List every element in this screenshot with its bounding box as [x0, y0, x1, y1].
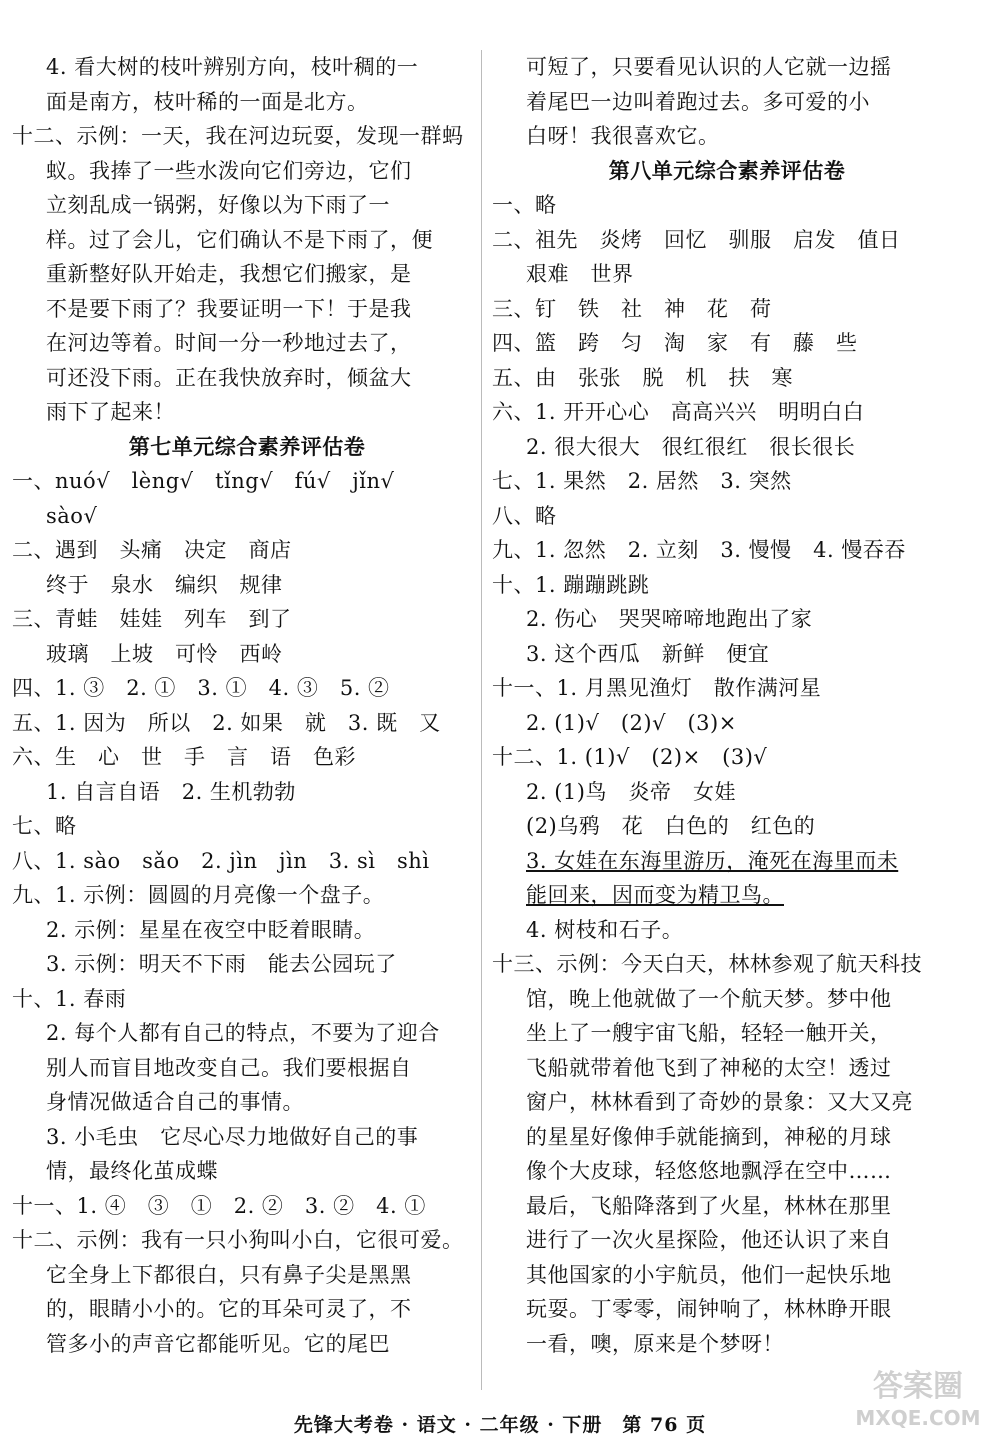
answer-line [492, 361, 962, 396]
answer-text: 四、1. ③ 2. ① 3. ① 4. ③ 5. ② [12, 676, 390, 700]
answer-text: 十二、1. (1)√ (2)× (3)√ [492, 745, 768, 769]
answer-line [12, 913, 482, 948]
answer-text: 其他国家的小宇航员，他们一起快乐地 [526, 1262, 892, 1287]
answer-line [492, 982, 962, 1017]
answer-line [492, 188, 962, 223]
answer-line [492, 740, 962, 775]
answer-text: 能回来，因而变为精卫鸟。 [526, 883, 784, 907]
answer-line [492, 257, 962, 292]
answer-line [12, 464, 482, 499]
answer-line [12, 1258, 482, 1293]
answer-line [12, 1016, 482, 1051]
answer-line [12, 533, 482, 568]
answer-line [492, 844, 962, 879]
answer-text: 管多小的声音它都能听见。它的尾巴 [46, 1331, 390, 1356]
answer-line [12, 1189, 482, 1224]
answer-text: 第七单元综合素养评估卷 [128, 434, 366, 459]
answer-line [12, 809, 482, 844]
answer-text: 十一、1. ④ ③ ① 2. ② 3. ② 4. ① [12, 1193, 426, 1218]
answer-line [12, 775, 482, 810]
answer-line [492, 1258, 962, 1293]
answer-text: 面是南方，枝叶稀的一面是北方。 [46, 89, 369, 114]
answer-text: 一、略 [492, 193, 557, 217]
answer-line [492, 878, 962, 913]
answer-text: 五、1. 因为 所以 2. 如果 就 3. 既 又 [12, 710, 441, 735]
answer-text: 1. 自言自语 2. 生机勃勃 [46, 779, 296, 804]
section-heading [492, 154, 962, 189]
answer-line [492, 464, 962, 499]
answer-text: 情，最终化茧成蝶 [46, 1159, 218, 1183]
page-footer: 先锋大考卷 · 语文 · 二年级 · 下册 第 76 页 [293, 1414, 707, 1436]
answer-text: 别人而盲目地改变自己。我们要根据自 [46, 1055, 412, 1080]
answer-line [12, 50, 482, 85]
answer-text: 2. (1)鸟 炎帝 女娃 [526, 779, 736, 804]
answer-line [492, 223, 962, 258]
answer-line [492, 1016, 962, 1051]
answer-line [12, 188, 482, 223]
answer-text: 2. 伤心 哭哭啼啼地跑出了家 [526, 607, 813, 631]
answer-text: 八、略 [492, 503, 557, 528]
answer-text: 二、遇到 头痛 决定 商店 [12, 538, 292, 562]
answer-text: 蚁。我捧了一些水泼向它们旁边，它们 [46, 158, 412, 183]
answer-line [492, 913, 962, 948]
answer-text: 七、1. 果然 2. 居然 3. 突然 [492, 469, 792, 493]
answer-text: 可还没下雨。正在我快放弃时，倾盆大 [46, 365, 412, 390]
answer-text: 一看，噢，原来是个梦呀！ [526, 1331, 784, 1356]
answer-text: 四、篮 跨 匀 淘 家 有 藤 些 [492, 331, 858, 355]
answer-text: sào√ [46, 503, 98, 528]
answer-line [12, 637, 482, 672]
answer-text: 艰难 世界 [526, 262, 634, 286]
answer-line [12, 154, 482, 189]
answer-text: 三、青蛙 娃娃 列车 到了 [12, 607, 292, 631]
answer-text: 十二、示例：我有一只小狗叫小白，它很可爱。 [12, 1228, 464, 1252]
answer-line [12, 706, 482, 741]
answer-text: 终于 泉水 编织 规律 [46, 572, 283, 597]
answer-line [492, 1085, 962, 1120]
answer-text: 在河边等着。时间一分一秒地过去了， [46, 331, 412, 355]
answer-text: 最后，飞船降落到了火星，林林在那里 [526, 1193, 892, 1218]
answer-text: 馆，晚上他就做了一个航天梦。梦中他 [526, 986, 892, 1011]
answer-line [492, 637, 962, 672]
answer-line [492, 1327, 962, 1362]
answer-text: 2. 很大很大 很红很红 很长很长 [526, 434, 856, 459]
answer-text: 3. 这个西瓜 新鲜 便宜 [526, 641, 770, 666]
answer-text: 十三、示例：今天白天，林林参观了航天科技 [492, 952, 922, 976]
answer-line [492, 50, 962, 85]
answer-text: 的星星好像伸手就能摘到，神秘的月球 [526, 1124, 892, 1149]
answer-line [12, 361, 482, 396]
answer-line [12, 326, 482, 361]
answer-line [492, 1189, 962, 1224]
answer-line [492, 602, 962, 637]
answer-line [492, 1223, 962, 1258]
answer-line [492, 947, 962, 982]
watermark-logo [848, 1368, 988, 1438]
answer-text: 样。过了会儿，它们确认不是下雨了，便 [46, 227, 433, 252]
answer-text: 十一、1. 月黑见渔灯 散作满河星 [492, 676, 822, 700]
answer-text: 五、由 张张 脱 机 扶 寒 [492, 365, 793, 390]
answer-line [492, 292, 962, 327]
answer-line [12, 1223, 482, 1258]
answer-text: 玻璃 上坡 可怜 西岭 [46, 641, 283, 666]
answer-text: 七、略 [12, 814, 77, 838]
answer-line [492, 1051, 962, 1086]
answer-line [12, 223, 482, 258]
answer-text: 雨下了起来！ [46, 400, 175, 424]
watermark-url: MXQE.COM [855, 1406, 981, 1430]
answer-text: 九、1. 示例：圆圆的月亮像一个盘子。 [12, 883, 385, 907]
answer-text: 4. 树枝和石子。 [526, 917, 684, 942]
right-column [492, 50, 962, 1361]
answer-text: 十二、示例：一天，我在河边玩耍，发现一群蚂 [12, 124, 464, 148]
answer-line [12, 1120, 482, 1155]
answer-line [12, 1292, 482, 1327]
answer-text: 着尾巴一边叫着跑过去。多可爱的小 [526, 89, 870, 114]
answer-line [12, 292, 482, 327]
answer-line [492, 1292, 962, 1327]
answer-text: 六、1. 开开心心 高高兴兴 明明白白 [492, 400, 865, 424]
answer-line [492, 706, 962, 741]
answer-line [492, 775, 962, 810]
answer-text: 可短了，只要看见认识的人它就一边摇 [526, 55, 892, 79]
answer-line [492, 85, 962, 120]
answer-text: 第八单元综合素养评估卷 [608, 158, 846, 183]
answer-text: 窗户，林林看到了奇妙的景象：又大又亮 [526, 1090, 913, 1114]
answer-line [12, 85, 482, 120]
answer-text: 九、1. 忽然 2. 立刻 3. 慢慢 4. 慢吞吞 [492, 538, 906, 562]
answer-text: 3. 小毛虫 它尽心尽力地做好自己的事 [46, 1124, 419, 1149]
answer-text: 2. 每个人都有自己的特点，不要为了迎合 [46, 1021, 440, 1045]
answer-text: 3. 示例：明天不下雨 能去公园玩了 [46, 952, 397, 976]
answer-text: 一、nuó√ lèng√ tǐng√ fú√ jǐn√ [12, 469, 395, 493]
section-heading [12, 430, 482, 465]
watermark-title: 答案圈 [873, 1369, 963, 1404]
answer-text: 三、钉 铁 社 神 花 荷 [492, 296, 772, 321]
answer-line [12, 1154, 482, 1189]
answer-line [12, 671, 482, 706]
answer-line [492, 1120, 962, 1155]
answer-text: (2)乌鸦 花 白色的 红色的 [526, 814, 816, 838]
answer-line [492, 671, 962, 706]
answer-text: 立刻乱成一锅粥，好像以为下雨了一 [46, 193, 390, 217]
answer-line [12, 1327, 482, 1362]
answer-text: 像个大皮球，轻悠悠地飘浮在空中…… [526, 1159, 892, 1183]
answer-line [12, 740, 482, 775]
answer-text: 不是要下雨了？我要证明一下！于是我 [46, 296, 412, 321]
answer-text: 2. (1)√ (2)√ (3)× [526, 710, 737, 735]
answer-line [12, 1051, 482, 1086]
answer-text: 十、1. 蹦蹦跳跳 [492, 572, 650, 597]
answer-text: 身情况做适合自己的事情。 [46, 1090, 304, 1114]
answer-text: 十、1. 春雨 [12, 986, 127, 1011]
answer-text: 玩耍。丁零零，闹钟响了，林林睁开眼 [526, 1297, 892, 1321]
answer-text: 重新整好队开始走，我想它们搬家，是 [46, 262, 412, 286]
answer-line [12, 395, 482, 430]
answer-text: 进行了一次火星探险，他还认识了来自 [526, 1228, 892, 1252]
answer-line [12, 844, 482, 879]
answer-line [12, 947, 482, 982]
answer-text: 坐上了一艘宇宙飞船，轻轻一触开关， [526, 1021, 892, 1045]
answer-line [492, 533, 962, 568]
answer-line [12, 119, 482, 154]
answer-line [12, 878, 482, 913]
answer-line [492, 119, 962, 154]
left-column [12, 50, 482, 1361]
answer-text: 4. 看大树的枝叶辨别方向，枝叶稠的一 [46, 55, 419, 79]
answer-line [12, 257, 482, 292]
answer-text: 2. 示例：星星在夜空中眨着眼睛。 [46, 917, 376, 942]
answer-text: 它全身上下都很白，只有鼻子尖是黑黑 [46, 1262, 412, 1287]
answer-line [12, 602, 482, 637]
answer-line [12, 568, 482, 603]
answer-line [492, 809, 962, 844]
answer-line [12, 499, 482, 534]
answer-text: 飞船就带着他飞到了神秘的太空！透过 [526, 1055, 892, 1080]
answer-line [492, 1154, 962, 1189]
answer-text: 白呀！我很喜欢它。 [526, 124, 720, 148]
answer-text: 的，眼睛小小的。它的耳朵可灵了，不 [46, 1297, 412, 1321]
answer-line [492, 395, 962, 430]
column-divider [481, 50, 482, 1390]
answer-line [12, 982, 482, 1017]
answer-line [492, 499, 962, 534]
answer-text: 二、祖先 炎烤 回忆 驯服 启发 值日 [492, 227, 901, 252]
answer-line [492, 568, 962, 603]
answer-line [492, 430, 962, 465]
answer-text: 3. 女娃在东海里游历，淹死在海里而未 [526, 848, 899, 873]
answer-text: 八、1. sào sǎo 2. jìn jìn 3. sì shì [12, 848, 430, 873]
answer-line [492, 326, 962, 361]
answer-line [12, 1085, 482, 1120]
answer-text: 六、生 心 世 手 言 语 色彩 [12, 745, 356, 769]
